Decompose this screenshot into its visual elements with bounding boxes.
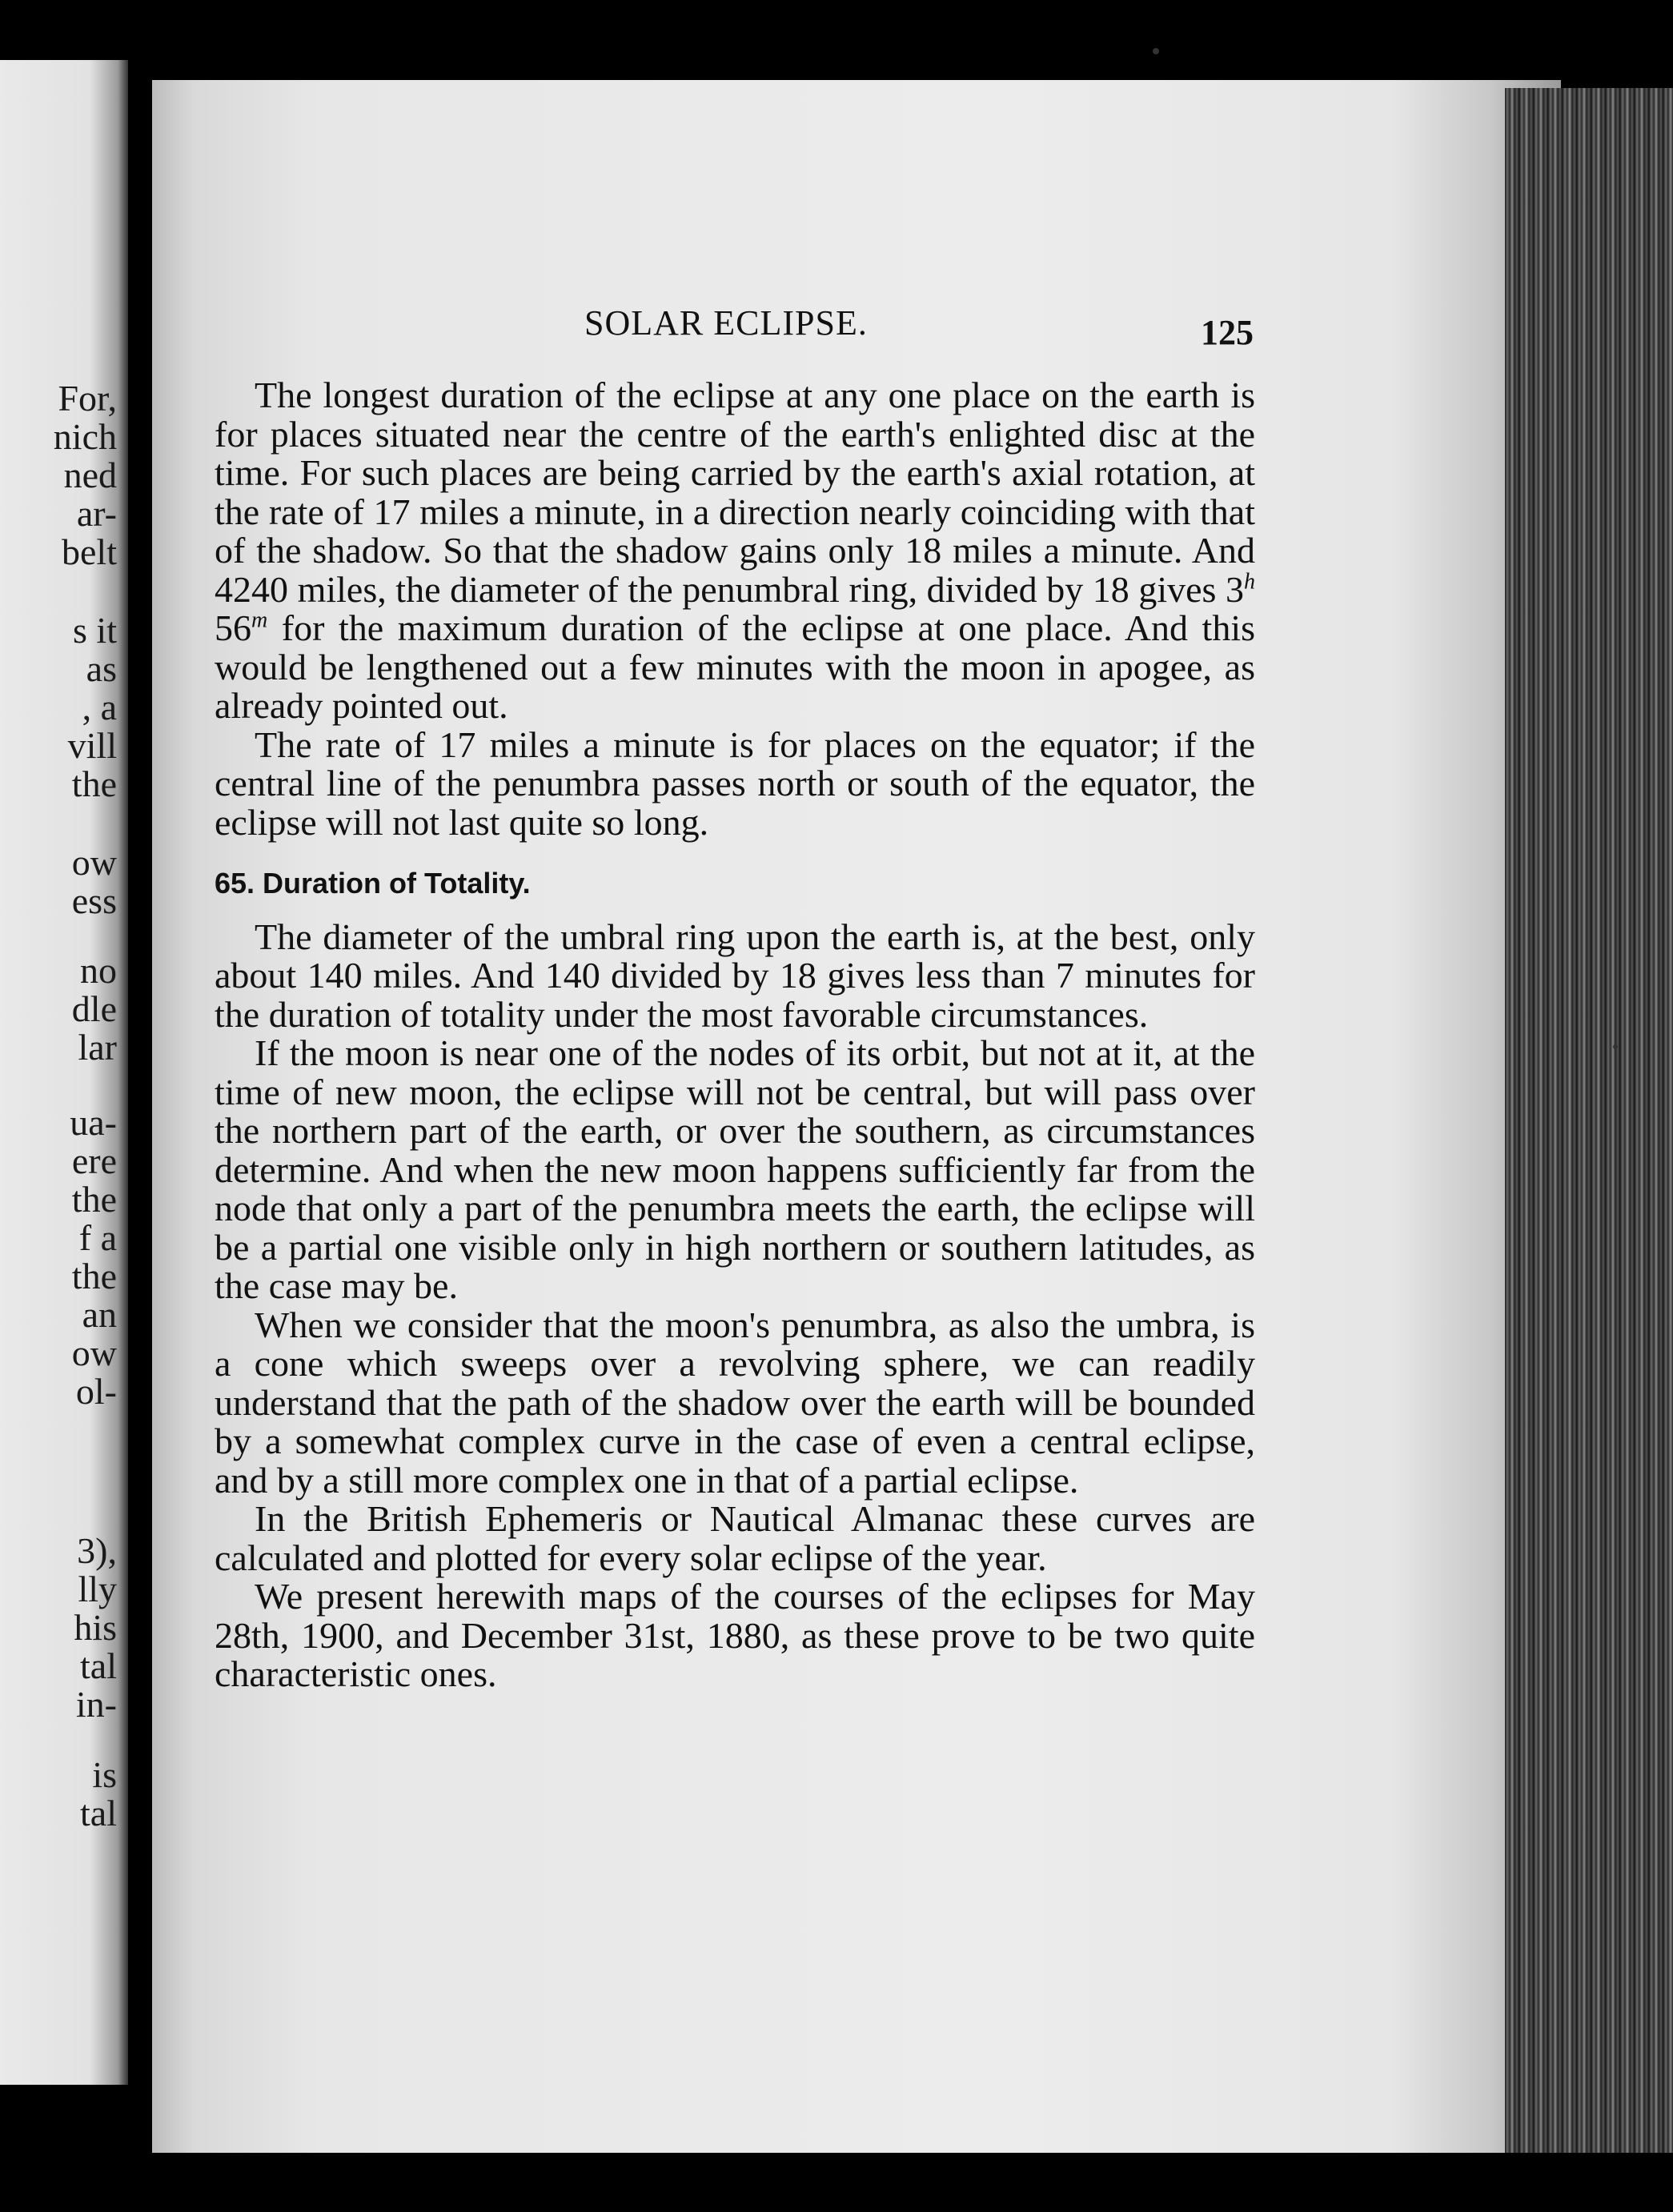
- paragraph-text: for the maximum duration of the eclipse at one place. And this would be lengthened out a few minutes with the moon in apogee, as already pointed out.: [215, 607, 1256, 726]
- section-number: 65.: [215, 867, 255, 900]
- margin-fragment: an: [82, 1294, 117, 1335]
- margin-fragment: s it: [73, 610, 117, 651]
- margin-fragment: tal: [80, 1793, 117, 1833]
- margin-fragment: the: [71, 763, 117, 804]
- paragraph: In the British Ephemeris or Nautical Almanac these curves are calculated and plotted for every solar eclipse of the year.: [215, 1498, 1255, 1578]
- margin-fragment: lly: [78, 1569, 117, 1609]
- dust-speck: [1613, 1044, 1618, 1049]
- left-facing-page: [0, 60, 128, 2085]
- margin-fragment: lar: [78, 1027, 117, 1068]
- dust-speck: [1153, 48, 1159, 54]
- margin-fragment: ua-: [70, 1102, 117, 1143]
- margin-fragment: For,: [58, 378, 117, 419]
- margin-fragment: f a: [78, 1217, 117, 1258]
- margin-fragment: ned: [63, 455, 117, 495]
- page-edges: [1505, 88, 1673, 2153]
- margin-fragment: ar-: [76, 493, 117, 534]
- page-number: 125: [1201, 313, 1254, 352]
- margin-fragment: the: [71, 1256, 117, 1296]
- margin-fragment: , a: [82, 687, 117, 727]
- paragraph: We present herewith maps of the courses of the eclipses for May 28th, 1900, and December 31st, 1880, as these prove to be two quite characteristic ones.: [215, 1576, 1255, 1694]
- duration-value: 3$^h$ 56$^m$: [215, 568, 1256, 648]
- margin-fragment: is: [92, 1754, 117, 1795]
- margin-fragment: 3),: [77, 1530, 117, 1571]
- margin-fragment: tal: [80, 1645, 117, 1686]
- margin-fragment: ow: [71, 842, 117, 883]
- section-heading: [215, 864, 1255, 904]
- margin-fragment: his: [74, 1607, 117, 1648]
- margin-fragment: ere: [71, 1140, 117, 1181]
- margin-fragment: ow: [71, 1332, 117, 1373]
- running-header: SOLAR ECLIPSE.: [584, 303, 868, 343]
- margin-fragment: ol-: [75, 1371, 117, 1412]
- body-text: [215, 376, 1255, 1694]
- margin-fragment: ess: [71, 880, 117, 921]
- margin-fragment: the: [71, 1179, 117, 1220]
- margin-fragment: as: [86, 648, 117, 689]
- margin-fragment: in-: [75, 1684, 117, 1725]
- section-title: Duration of Totality.: [263, 867, 531, 900]
- paragraph: The diameter of the umbral ring upon the earth is, at the best, only about 140 miles. And 140 divided by 18 gives less than 7 minutes for the duration of totality under the most favorable circumstances.: [215, 916, 1255, 1035]
- margin-fragment: no: [80, 950, 117, 991]
- paragraph: The rate of 17 miles a minute is for places on the equator; if the central line of the penumbra passes north or south of the equator, the eclipse will not last quite so long.: [215, 723, 1255, 843]
- margin-fragment: nich: [53, 416, 117, 457]
- margin-fragment: vill: [67, 725, 117, 766]
- paragraph: When we consider that the moon's penumbra, as also the umbra, is a cone which sweeps over a revolving sphere, we can readily understand that the path of the shadow over the earth will be bounded by a somewhat complex curve in the case of even a central eclipse, and by a still more complex one in that of a partial eclipse.: [215, 1304, 1255, 1501]
- margin-fragment: dle: [71, 988, 117, 1029]
- paragraph: [215, 376, 1255, 726]
- paragraph-text: The longest duration of the eclipse at any one place on the earth is for places situated near the centre of the earth's enlighted disc at the time. For such places are being carried by the earth's axial rotation, at the rate of 17 miles a minute, in a direction nearly coinciding with that of the shadow. So that the shadow gains only 18 miles a minute. And 4240 miles, the diameter of the penumbral ring, divided by 18 gives: [215, 375, 1255, 610]
- paragraph: If the moon is near one of the nodes of its orbit, but not at it, at the time of new moon, the eclipse will not be central, but will pass over the northern part of the earth, or over the southern, as circumstances determine. And when the new moon happens sufficiently far from the node that only a part of the penumbra meets the earth, the eclipse will be a partial one visible only in high northern or southern latitudes, as the case may be.: [215, 1032, 1255, 1306]
- margin-fragment: belt: [62, 531, 117, 572]
